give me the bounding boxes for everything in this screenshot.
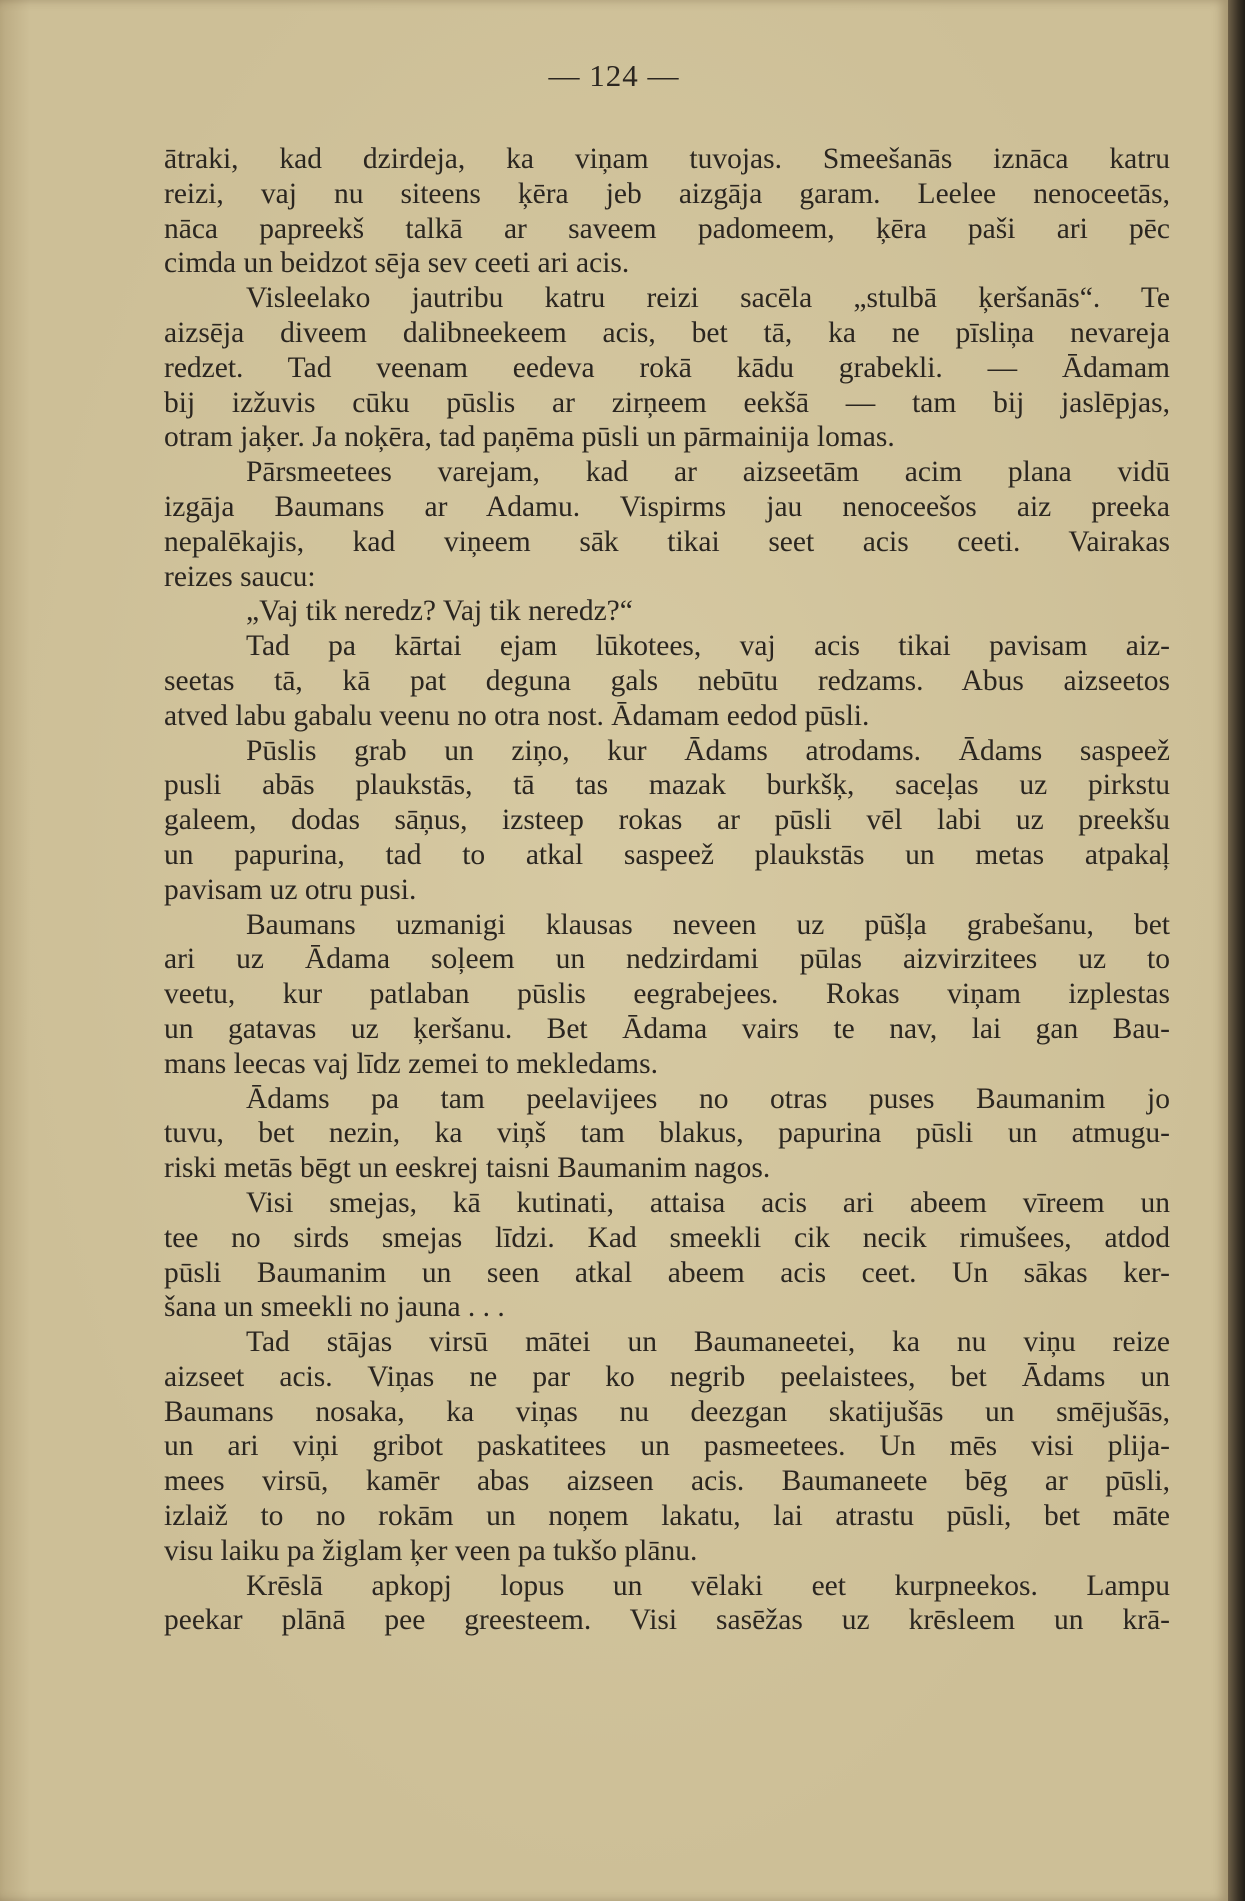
text-line: šana un smeekli no jauna . . . xyxy=(164,1291,505,1324)
text-line: tuvu, bet nezin, ka viņš tam blakus, papurina pūsli un atmugu- xyxy=(164,1117,1170,1150)
text-line: bij izžuvis cūku pūslis ar zirņeem eekšā — tam bij jaslēpjas, xyxy=(164,386,1170,419)
text-line: peekar plānā pee greesteem. Visi sasēžas uz krēsleem un krā- xyxy=(164,1604,1170,1637)
text-line: nāca papreekš talkā ar saveem padomeem, ķēra paši ari pēc xyxy=(164,212,1170,245)
text-line: reizes saucu: xyxy=(164,560,316,593)
text-line: redzet. Tad veenam eedeva rokā kādu grabekli. — Ādamam xyxy=(164,351,1170,384)
text-line: cimda un beidzot sēja sev ceeti ari acis. xyxy=(164,247,630,280)
text-line: aizseet acis. Viņas ne par ko negrib peelaistees, bet Ādams un xyxy=(164,1360,1170,1393)
text-line: veetu, kur patlaban pūslis eegrabejees. Rokas viņam izplestas xyxy=(164,978,1170,1011)
text-line: ari uz Ādama soļeem un nedzirdami pūlas aizvirzitees uz to xyxy=(164,943,1170,976)
text-line: atved labu gabalu veenu no otra nost. Ādamam eedod pūsli. xyxy=(164,699,870,732)
text-line: un ari viņi gribot paskatitees un pasmeetees. Un mēs visi plija- xyxy=(164,1430,1170,1463)
scan-edge xyxy=(1228,0,1245,1901)
text-line: tee no sirds smejas līdzi. Kad smeekli cik necik rimušees, atdod xyxy=(164,1221,1170,1254)
text-line: izgāja Baumans ar Adamu. Vispirms jau nenoceešos aiz preeka xyxy=(164,490,1170,523)
text-line: otram jaķer. Ja noķēra, tad paņēma pūsli un pārmainija lomas. xyxy=(164,421,895,454)
text-line: reizi, vaj nu siteens ķēra jeb aizgāja garam. Leelee nenoceetās, xyxy=(164,177,1170,210)
text-line: „Vaj tik neredz? Vaj tik neredz?“ xyxy=(246,595,633,628)
text-line: Visleelako jautribu katru reizi sacēla „stulbā ķeršanās“. Te xyxy=(246,282,1170,315)
text-line: Tad pa kārtai ejam lūkotees, vaj acis tikai pavisam aiz- xyxy=(246,630,1170,663)
text-line: Tad stājas virsū mātei un Baumaneetei, ka nu viņu reize xyxy=(246,1326,1170,1359)
text-line: pavisam uz otru pusi. xyxy=(164,873,417,906)
text-line: pusli abās plaukstās, tā tas mazak burkšķ, saceļas uz pirkstu xyxy=(164,769,1170,802)
text-line: izlaiž to no rokām un noņem lakatu, lai atrastu pūsli, bet māte xyxy=(164,1500,1170,1533)
text-line: pūsli Baumanim un seen atkal abeem acis ceet. Un sākas ker- xyxy=(164,1256,1170,1289)
text-line: Pārsmeetees varejam, kad ar aizseetām acim plana vidū xyxy=(246,456,1170,489)
text-line: seetas tā, kā pat deguna gals nebūtu redzams. Abus aizseetos xyxy=(164,664,1170,697)
text-line: Baumans uzmanigi klausas neveen uz pūšļa grabešanu, bet xyxy=(246,908,1170,941)
body-text xyxy=(164,142,1170,1638)
text-line: un gatavas uz ķeršanu. Bet Ādama vairs te nav, lai gan Bau- xyxy=(164,1012,1170,1045)
page-number: — 124 — xyxy=(548,58,680,93)
text-line: nepalēkajis, kad viņeem sāk tikai seet acis ceeti. Vairakas xyxy=(164,525,1170,558)
text-line: galeem, dodas sāņus, izsteep rokas ar pūsli vēl labi uz preekšu xyxy=(164,804,1170,837)
text-line: un papurina, tad to atkal saspeež plaukstās un metas atpakaļ xyxy=(164,838,1170,871)
text-line: Ādams pa tam peelavijees no otras puses Baumanim jo xyxy=(246,1082,1170,1115)
text-line: Baumans nosaka, ka viņas nu deezgan skatijušās un smējušās, xyxy=(164,1395,1170,1428)
text-line: Krēslā apkopj lopus un vēlaki eet kurpneekos. Lampu xyxy=(246,1569,1170,1602)
text-line: mees virsū, kamēr abas aizseen acis. Baumaneete bēg ar pūsli, xyxy=(164,1465,1170,1498)
text-line: Visi smejas, kā kutinati, attaisa acis ari abeem vīreem un xyxy=(246,1186,1170,1219)
text-line: visu laiku pa žiglam ķer veen pa tukšo plānu. xyxy=(164,1534,698,1567)
text-line: Pūslis grab un ziņo, kur Ādams atrodams. Ādams saspeež xyxy=(246,734,1170,767)
text-line: aizsēja diveem dalibneekeem acis, bet tā, ka ne pīsliņa nevareja xyxy=(164,316,1170,349)
text-line: mans leecas vaj līdz zemei to mekledams. xyxy=(164,1047,658,1080)
text-line: riski metās bēgt un eeskrej taisni Baumanim nagos. xyxy=(164,1152,771,1185)
text-line: ātraki, kad dzirdeja, ka viņam tuvojas. Smeešanās iznāca katru xyxy=(164,143,1170,175)
